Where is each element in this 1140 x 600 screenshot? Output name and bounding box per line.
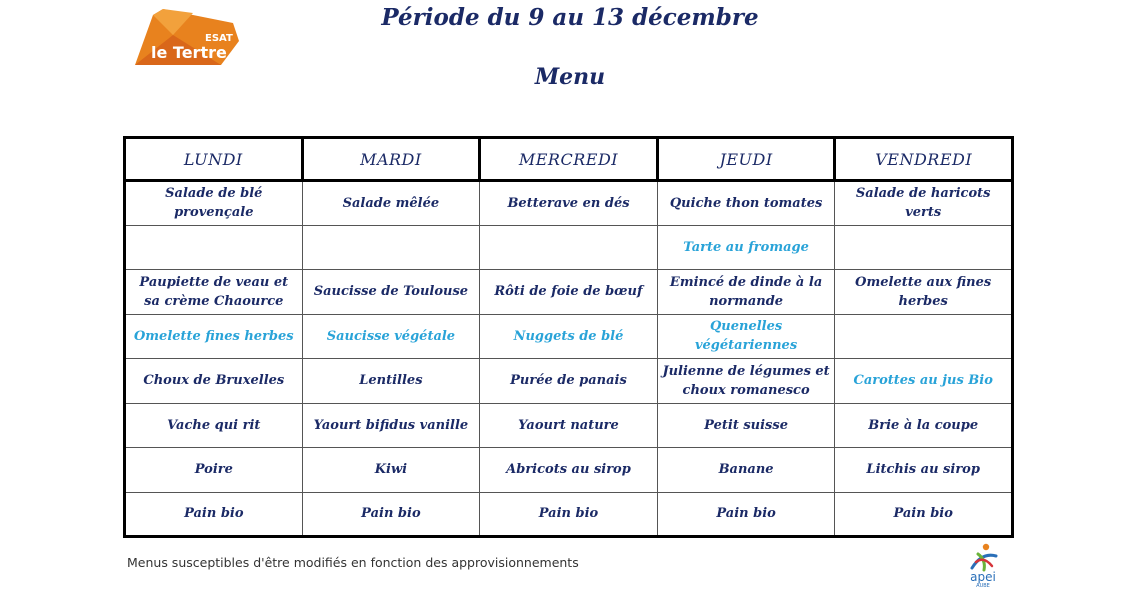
apei-logo: [962, 542, 1004, 592]
menu-cell-friday: Litchis au sirop: [835, 448, 1013, 493]
menu-cell-wednesday: Betterave en dés: [480, 181, 658, 226]
menu-cell-wednesday: Yaourt nature: [480, 403, 658, 448]
menu-cell-monday: Poire: [125, 448, 303, 493]
menu-cell-thursday: Pain bio: [657, 492, 835, 537]
menu-row: [125, 403, 1013, 448]
apei-logo-sub: AUBE: [976, 583, 990, 589]
days-header-row: [125, 138, 1013, 181]
menu-cell-monday: Salade de blé provençale: [125, 181, 303, 226]
menu-cell-friday: Salade de haricots verts: [835, 181, 1013, 226]
menu-row: [125, 448, 1013, 493]
menu-cell-thursday: Quiche thon tomates: [657, 181, 835, 226]
footer-note: Menus susceptibles d'être modifiés en fonction des approvisionnements: [127, 555, 579, 570]
menu-row: [125, 181, 1013, 226]
day-header-tuesday: MARDI: [302, 138, 480, 181]
menu-cell-friday: [835, 225, 1013, 270]
menu-cell-friday: Omelette aux fines herbes: [835, 270, 1013, 315]
menu-cell-tuesday: Saucisse de Toulouse: [302, 270, 480, 315]
menu-cell-friday: Brie à la coupe: [835, 403, 1013, 448]
menu-cell-tuesday: Yaourt bifidus vanille: [302, 403, 480, 448]
menu-cell-wednesday: Rôti de foie de bœuf: [480, 270, 658, 315]
menu-cell-monday: Pain bio: [125, 492, 303, 537]
menu-cell-monday: Choux de Bruxelles: [125, 359, 303, 404]
day-header-monday: LUNDI: [125, 138, 303, 181]
day-header-friday: VENDREDI: [835, 138, 1013, 181]
logo-line1: ESAT: [205, 33, 233, 44]
menu-cell-thursday: Tarte au fromage: [657, 225, 835, 270]
menu-cell-friday: Carottes au jus Bio: [835, 359, 1013, 404]
menu-title: Menu: [534, 64, 606, 90]
logo-line2: le Tertre: [151, 43, 227, 62]
apei-logo-name: apei: [970, 570, 996, 584]
menu-cell-tuesday: Lentilles: [302, 359, 480, 404]
day-header-thursday: JEUDI: [657, 138, 835, 181]
menu-cell-tuesday: Kiwi: [302, 448, 480, 493]
period-title: Période du 9 au 13 décembre: [381, 4, 759, 31]
apei-figure-icon: [962, 542, 1004, 572]
menu-cell-wednesday: Abricots au sirop: [480, 448, 658, 493]
menu-cell-thursday: Banane: [657, 448, 835, 493]
menu-cell-monday: Omelette fines herbes: [125, 314, 303, 359]
menu-cell-thursday: Quenelles végétariennes: [657, 314, 835, 359]
menu-cell-wednesday: Nuggets de blé: [480, 314, 658, 359]
menu-row: [125, 314, 1013, 359]
menu-cell-monday: [125, 225, 303, 270]
menu-cell-thursday: Petit suisse: [657, 403, 835, 448]
menu-cell-friday: Pain bio: [835, 492, 1013, 537]
menu-cell-wednesday: Purée de panais: [480, 359, 658, 404]
menu-row: [125, 270, 1013, 315]
menu-row: [125, 492, 1013, 537]
menu-cell-monday: Vache qui rit: [125, 403, 303, 448]
menu-cell-thursday: Emincé de dinde à la normande: [657, 270, 835, 315]
menu-cell-tuesday: Salade mêlée: [302, 181, 480, 226]
weekly-menu-table: [123, 136, 1014, 538]
menu-row: [125, 359, 1013, 404]
menu-row: [125, 225, 1013, 270]
menu-cell-tuesday: Saucisse végétale: [302, 314, 480, 359]
menu-cell-thursday: Julienne de légumes et choux romanesco: [657, 359, 835, 404]
menu-cell-tuesday: Pain bio: [302, 492, 480, 537]
menu-cell-friday: [835, 314, 1013, 359]
day-header-wednesday: MERCREDI: [480, 138, 658, 181]
menu-cell-tuesday: [302, 225, 480, 270]
menu-cell-wednesday: Pain bio: [480, 492, 658, 537]
menu-cell-monday: Paupiette de veau et sa crème Chaource: [125, 270, 303, 315]
menu-cell-wednesday: [480, 225, 658, 270]
